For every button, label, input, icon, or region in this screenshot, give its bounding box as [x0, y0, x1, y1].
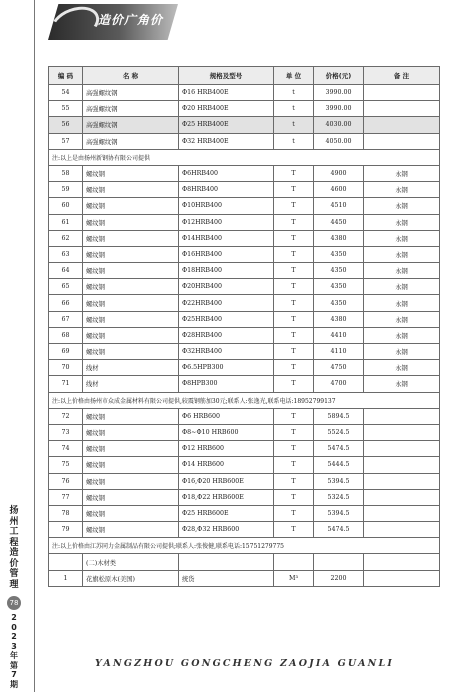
journal-name-vertical: 扬 州 工 程 造 价 管 理 — [9, 506, 19, 590]
item-code: 68 — [49, 327, 83, 343]
table-row — [49, 117, 440, 133]
item-name: 高强螺纹钢 — [83, 85, 179, 101]
table-row — [49, 505, 440, 521]
item-name: 螺纹钢 — [83, 441, 179, 457]
table-row — [49, 554, 440, 570]
item-price: 4350 — [314, 263, 364, 279]
item-price: 4050.00 — [314, 133, 364, 149]
price-table — [48, 66, 440, 587]
item-name: 螺纹钢 — [83, 198, 179, 214]
item-name: 螺纹钢 — [83, 182, 179, 198]
item-unit: T — [274, 214, 314, 230]
item-remark: 永钢 — [364, 327, 440, 343]
item-code: 62 — [49, 230, 83, 246]
item-unit: T — [274, 360, 314, 376]
table-row — [49, 214, 440, 230]
item-unit: T — [274, 182, 314, 198]
item-spec: Φ8~Φ10 HRB600 — [179, 424, 274, 440]
item-remark — [364, 408, 440, 424]
item-price: 4900 — [314, 165, 364, 181]
item-unit: T — [274, 279, 314, 295]
table-row — [49, 230, 440, 246]
table-row — [49, 570, 440, 586]
item-name: 螺纹钢 — [83, 311, 179, 327]
item-price: 3990.00 — [314, 101, 364, 117]
item-price: 4030.00 — [314, 117, 364, 133]
header-title: 造价广角价 — [98, 13, 164, 27]
table-row — [49, 279, 440, 295]
item-price: 5324.5 — [314, 489, 364, 505]
table-row — [49, 295, 440, 311]
item-name: 线材 — [83, 376, 179, 392]
item-code: 73 — [49, 424, 83, 440]
item-name: 螺纹钢 — [83, 263, 179, 279]
item-spec: Φ18,Φ22 HRB600E — [179, 489, 274, 505]
item-spec: Φ10HRB400 — [179, 198, 274, 214]
item-price: 5474.5 — [314, 441, 364, 457]
table-row — [49, 133, 440, 149]
item-unit: T — [274, 246, 314, 262]
item-price: 5894.5 — [314, 408, 364, 424]
item-unit: T — [274, 230, 314, 246]
item-spec: Φ12 HRB600 — [179, 441, 274, 457]
supplier-note-row — [49, 149, 440, 165]
table-row — [49, 424, 440, 440]
item-unit: T — [274, 165, 314, 181]
item-remark: 永钢 — [364, 198, 440, 214]
item-name: 螺纹钢 — [83, 279, 179, 295]
item-unit: t — [274, 101, 314, 117]
column-header: 名 称 — [83, 67, 179, 85]
item-code: 76 — [49, 473, 83, 489]
item-name: 螺纹钢 — [83, 424, 179, 440]
item-unit: T — [274, 327, 314, 343]
table-row — [49, 165, 440, 181]
table-row — [49, 85, 440, 101]
item-code: 72 — [49, 408, 83, 424]
item-code: 67 — [49, 311, 83, 327]
item-spec: Φ32 HRB400E — [179, 133, 274, 149]
item-unit: t — [274, 117, 314, 133]
item-remark: 永钢 — [364, 360, 440, 376]
item-unit — [274, 554, 314, 570]
item-spec: Φ25 HRB400E — [179, 117, 274, 133]
item-code: 54 — [49, 85, 83, 101]
item-unit: T — [274, 263, 314, 279]
item-spec: 统货 — [179, 570, 274, 586]
item-code: 70 — [49, 360, 83, 376]
item-price: 4700 — [314, 376, 364, 392]
item-price: 5474.5 — [314, 522, 364, 538]
item-name: 螺纹钢 — [83, 344, 179, 360]
item-code: 56 — [49, 117, 83, 133]
item-unit: T — [274, 489, 314, 505]
item-remark — [364, 133, 440, 149]
item-spec: Φ18HRB400 — [179, 263, 274, 279]
item-name: 高强螺纹钢 — [83, 133, 179, 149]
column-header: 价格(元) — [314, 67, 364, 85]
table-row — [49, 327, 440, 343]
item-spec: Φ6.5HPB300 — [179, 360, 274, 376]
table-row — [49, 408, 440, 424]
item-unit: T — [274, 295, 314, 311]
item-code — [49, 554, 83, 570]
item-remark — [364, 570, 440, 586]
item-code: 77 — [49, 489, 83, 505]
item-remark: 永钢 — [364, 165, 440, 181]
issue-label-vertical: 2 0 2 3 年 第 7 期 — [10, 613, 18, 689]
item-spec: Φ8HPB300 — [179, 376, 274, 392]
item-price: 4410 — [314, 327, 364, 343]
item-name: 螺纹钢 — [83, 327, 179, 343]
item-unit: T — [274, 408, 314, 424]
item-price: 5394.5 — [314, 505, 364, 521]
item-price: 5444.5 — [314, 457, 364, 473]
item-code: 78 — [49, 505, 83, 521]
item-name: 螺纹钢 — [83, 165, 179, 181]
item-unit: t — [274, 85, 314, 101]
item-remark: 永钢 — [364, 246, 440, 262]
item-remark — [364, 117, 440, 133]
item-name: 螺纹钢 — [83, 295, 179, 311]
item-spec: Φ6HRB400 — [179, 165, 274, 181]
item-spec: Φ16,Φ20 HRB600E — [179, 473, 274, 489]
column-header: 备 注 — [364, 67, 440, 85]
item-spec: Φ28HRB400 — [179, 327, 274, 343]
item-name: 螺纹钢 — [83, 214, 179, 230]
item-name: 高强螺纹钢 — [83, 117, 179, 133]
item-remark — [364, 505, 440, 521]
item-remark — [364, 441, 440, 457]
item-unit: T — [274, 424, 314, 440]
table-row — [49, 473, 440, 489]
item-price: 4350 — [314, 246, 364, 262]
item-remark — [364, 457, 440, 473]
item-code: 75 — [49, 457, 83, 473]
item-price: 2200 — [314, 570, 364, 586]
item-unit: T — [274, 441, 314, 457]
table-row — [49, 441, 440, 457]
item-name: 螺纹钢 — [83, 522, 179, 538]
item-spec: Φ22HRB400 — [179, 295, 274, 311]
item-name: 螺纹钢 — [83, 230, 179, 246]
item-remark: 永钢 — [364, 344, 440, 360]
table-row — [49, 489, 440, 505]
item-remark: 永钢 — [364, 214, 440, 230]
item-price: 4750 — [314, 360, 364, 376]
table-row — [49, 457, 440, 473]
item-remark — [364, 424, 440, 440]
item-price: 4380 — [314, 311, 364, 327]
item-remark: 永钢 — [364, 279, 440, 295]
item-unit: M³ — [274, 570, 314, 586]
item-spec: Φ12HRB400 — [179, 214, 274, 230]
item-price: 3990.00 — [314, 85, 364, 101]
item-name: 螺纹钢 — [83, 457, 179, 473]
item-price: 5524.5 — [314, 424, 364, 440]
item-remark: 永钢 — [364, 230, 440, 246]
item-name: 螺纹钢 — [83, 489, 179, 505]
column-header: 规格及型号 — [179, 67, 274, 85]
item-name: (二)木材类 — [83, 554, 179, 570]
table-row — [49, 522, 440, 538]
item-remark: 永钢 — [364, 182, 440, 198]
table-header-row — [49, 67, 440, 85]
item-name: 螺纹钢 — [83, 408, 179, 424]
item-unit: T — [274, 311, 314, 327]
item-name: 螺纹钢 — [83, 505, 179, 521]
item-price: 4350 — [314, 295, 364, 311]
item-code: 60 — [49, 198, 83, 214]
item-name: 花旗松原木(美国) — [83, 570, 179, 586]
item-unit: T — [274, 344, 314, 360]
item-remark: 永钢 — [364, 376, 440, 392]
item-code: 65 — [49, 279, 83, 295]
item-spec: Φ6 HRB600 — [179, 408, 274, 424]
item-spec: Φ20 HRB400E — [179, 101, 274, 117]
item-price: 4110 — [314, 344, 364, 360]
item-code: 55 — [49, 101, 83, 117]
item-remark — [364, 473, 440, 489]
item-unit: t — [274, 133, 314, 149]
item-code: 66 — [49, 295, 83, 311]
item-price: 5394.5 — [314, 473, 364, 489]
item-code: 57 — [49, 133, 83, 149]
item-spec: Φ20HRB400 — [179, 279, 274, 295]
table-row — [49, 360, 440, 376]
item-code: 1 — [49, 570, 83, 586]
item-code: 59 — [49, 182, 83, 198]
item-unit: T — [274, 376, 314, 392]
table-row — [49, 246, 440, 262]
item-price — [314, 554, 364, 570]
item-remark — [364, 101, 440, 117]
item-spec: Φ14HRB400 — [179, 230, 274, 246]
item-remark: 永钢 — [364, 263, 440, 279]
column-header: 编 码 — [49, 67, 83, 85]
item-unit: T — [274, 505, 314, 521]
item-code: 79 — [49, 522, 83, 538]
item-spec: Φ16HRB400 — [179, 246, 274, 262]
item-remark — [364, 85, 440, 101]
item-name: 螺纹钢 — [83, 246, 179, 262]
item-unit: T — [274, 522, 314, 538]
item-remark — [364, 554, 440, 570]
table-row — [49, 311, 440, 327]
item-spec — [179, 554, 274, 570]
table-row — [49, 263, 440, 279]
item-code: 58 — [49, 165, 83, 181]
item-code: 64 — [49, 263, 83, 279]
item-spec: Φ32HRB400 — [179, 344, 274, 360]
item-code: 74 — [49, 441, 83, 457]
item-price: 4380 — [314, 230, 364, 246]
item-name: 螺纹钢 — [83, 473, 179, 489]
page-number-badge: 78 — [7, 596, 21, 610]
table-row — [49, 376, 440, 392]
item-code: 61 — [49, 214, 83, 230]
item-code: 63 — [49, 246, 83, 262]
item-spec: Φ8HRB400 — [179, 182, 274, 198]
table-row — [49, 182, 440, 198]
item-remark — [364, 522, 440, 538]
item-code: 69 — [49, 344, 83, 360]
item-name: 高强螺纹钢 — [83, 101, 179, 117]
item-price: 4510 — [314, 198, 364, 214]
supplier-note: 注:以上价格由扬州市众成金属材料有限公司提供,较震钢筋加30元;联系人:张逸光,联系电话:18952799137 — [49, 392, 440, 408]
item-unit: T — [274, 457, 314, 473]
column-header: 单 位 — [274, 67, 314, 85]
supplier-note: 注:以上是由扬州新钢协有限公司提供 — [49, 149, 440, 165]
table-row — [49, 198, 440, 214]
item-spec: Φ25 HRB600E — [179, 505, 274, 521]
item-remark — [364, 489, 440, 505]
item-price: 4450 — [314, 214, 364, 230]
table-row — [49, 101, 440, 117]
footer-journal-title: YANGZHOU GONGCHENG ZAOJIA GUANLI — [95, 658, 395, 669]
supplier-note-row — [49, 392, 440, 408]
item-remark: 永钢 — [364, 295, 440, 311]
item-spec: Φ16 HRB400E — [179, 85, 274, 101]
item-name: 线材 — [83, 360, 179, 376]
item-price: 4350 — [314, 279, 364, 295]
item-remark: 永钢 — [364, 311, 440, 327]
left-margin-rule — [34, 0, 35, 692]
item-price: 4600 — [314, 182, 364, 198]
item-unit: T — [274, 198, 314, 214]
supplier-note-row — [49, 538, 440, 554]
supplier-note: 注:以上价格由江苏同力金属制品有限公司提供;联系人:张俊健,联系电话:15751279775 — [49, 538, 440, 554]
table-row — [49, 344, 440, 360]
item-spec: Φ28,Φ32 HRB600 — [179, 522, 274, 538]
item-code: 71 — [49, 376, 83, 392]
item-unit: T — [274, 473, 314, 489]
item-spec: Φ25HRB400 — [179, 311, 274, 327]
item-spec: Φ14 HRB600 — [179, 457, 274, 473]
